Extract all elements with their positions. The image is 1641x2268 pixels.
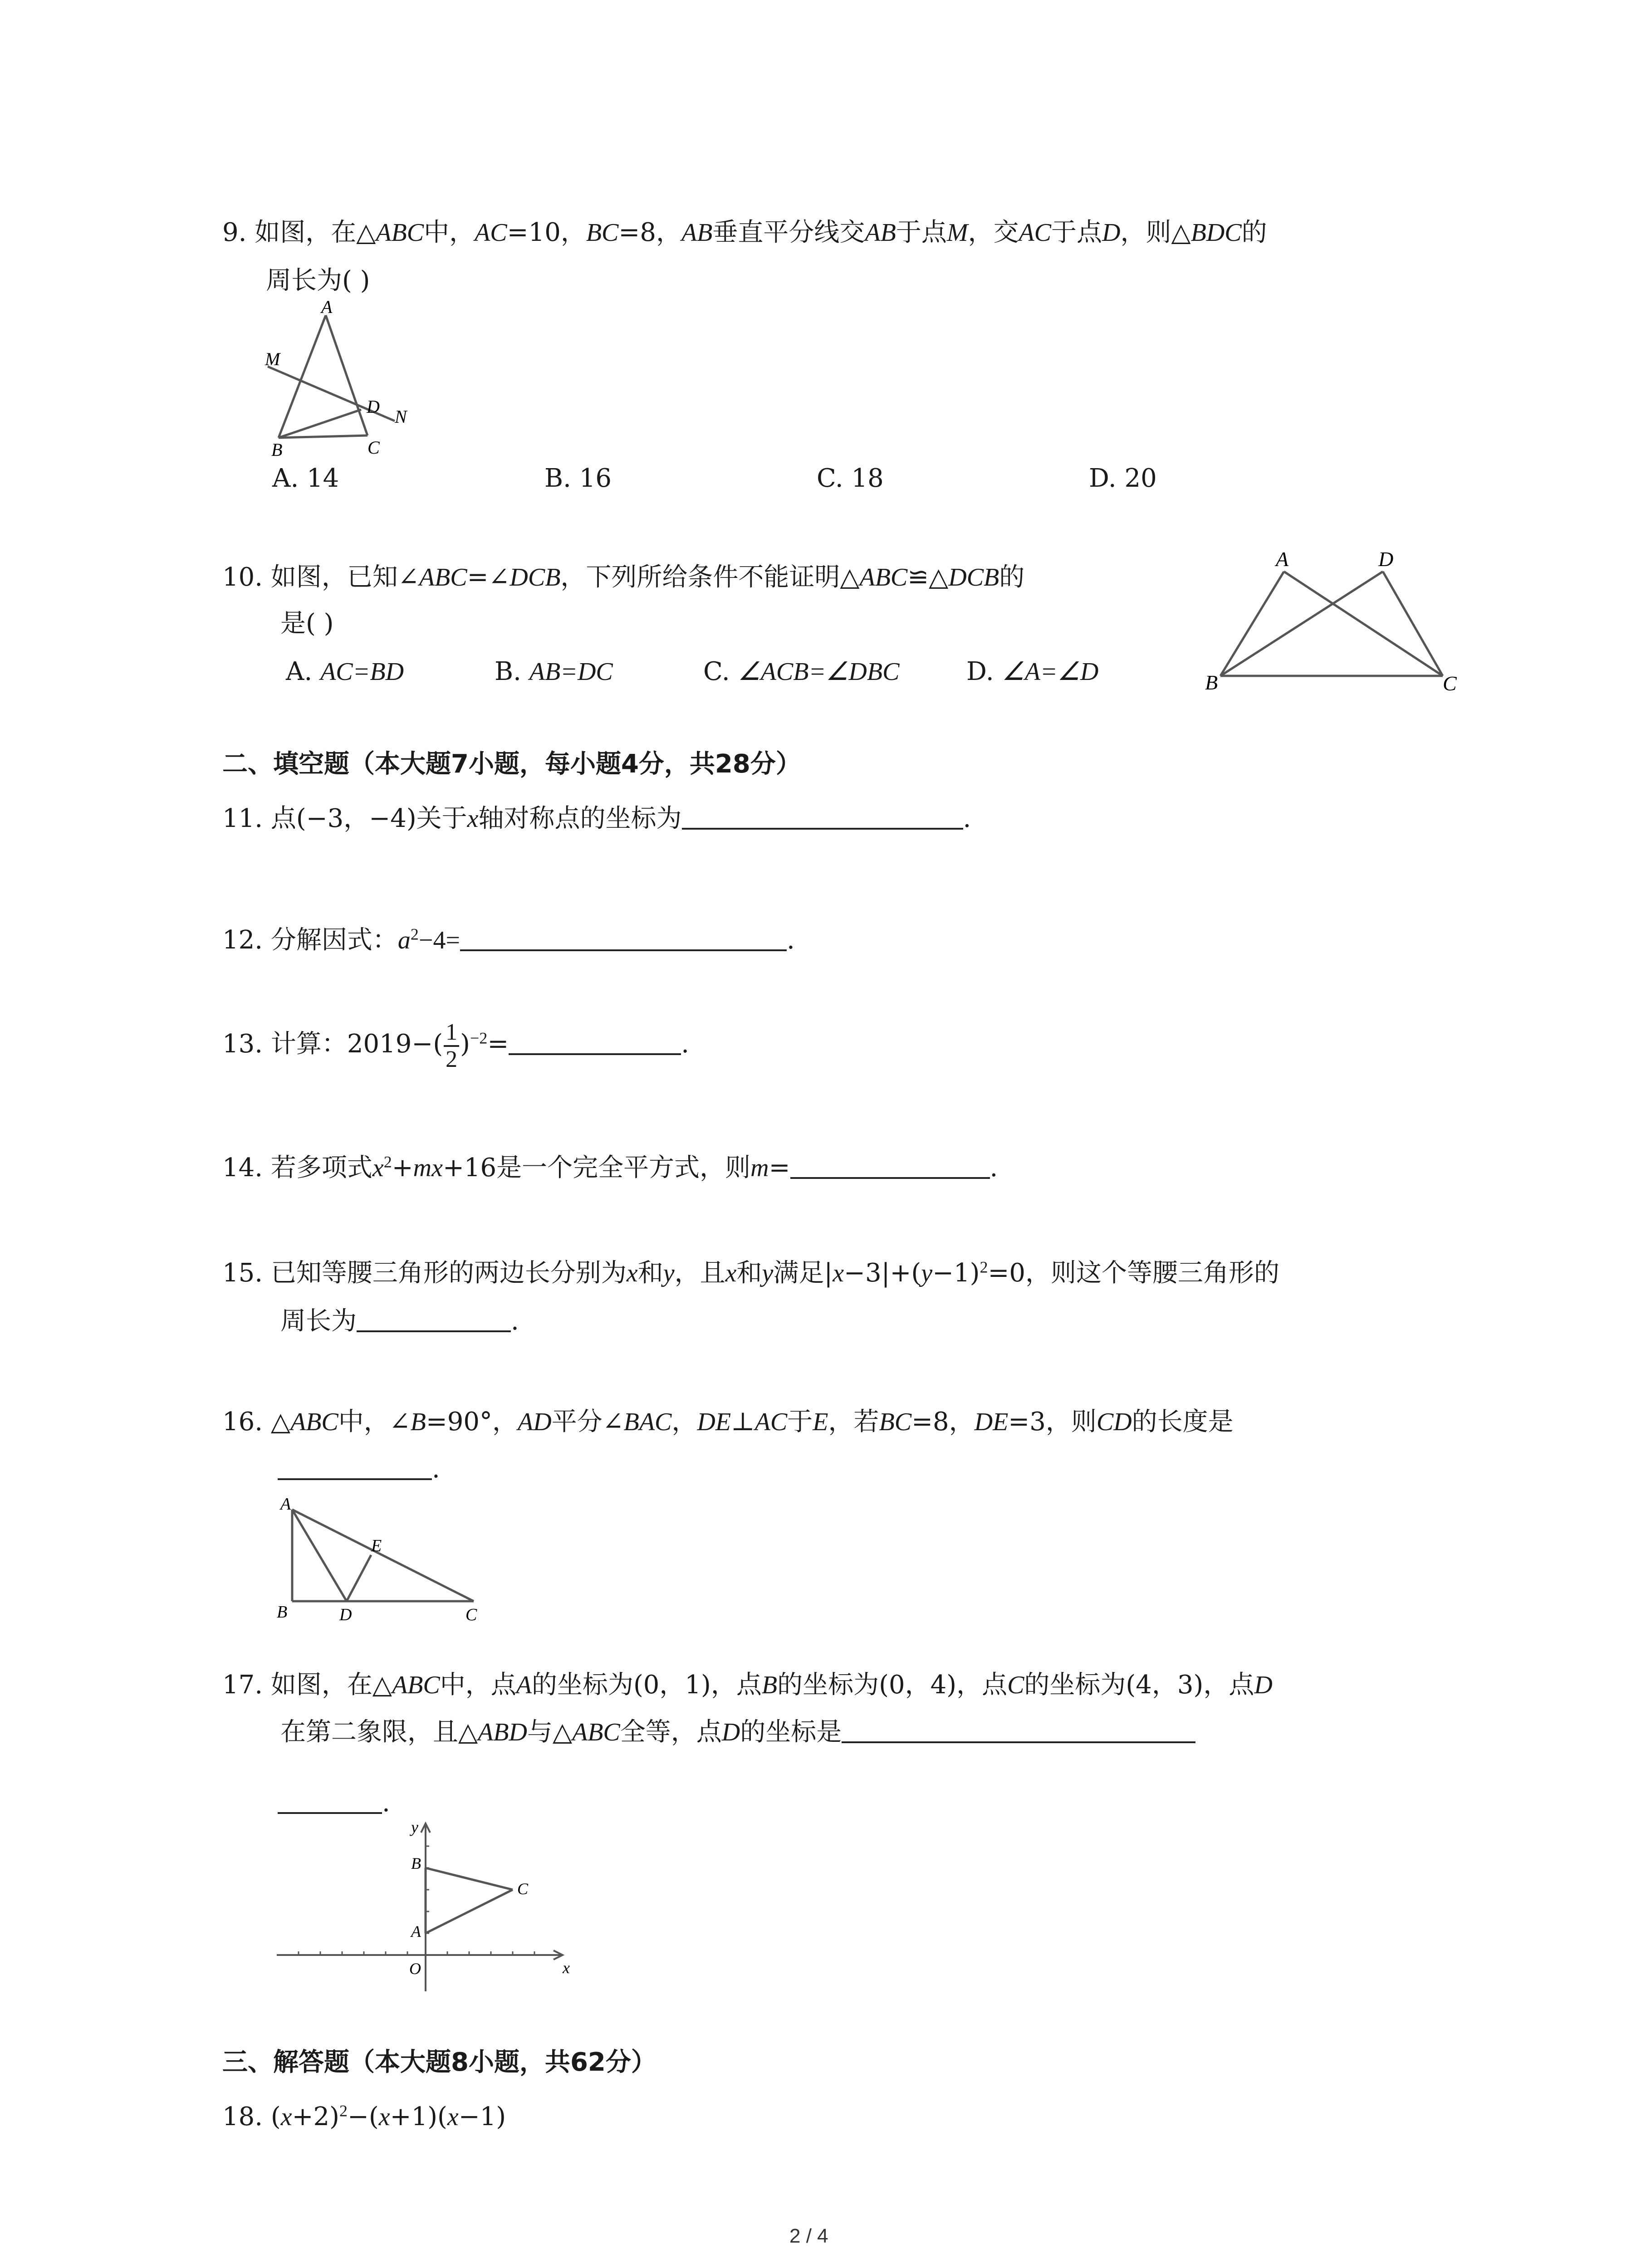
q13-answer-blank[interactable]	[509, 1030, 681, 1055]
svg-text:E: E	[371, 1536, 382, 1555]
q17-line2: 在第二象限，且△ABD与△ABC全等，点D的坐标是	[280, 1716, 1195, 1748]
q10-option-d: D. ∠A=∠D	[966, 657, 1099, 686]
q13: 13. 计算：2019−( $\frac{1}{2}$ )$^{-2}$= .	[222, 1019, 690, 1072]
svg-text:B: B	[411, 1854, 421, 1872]
svg-text:A: A	[321, 299, 333, 317]
section-2-heading: 二、填空题（本大题7小题，每小题4分，共28分）	[222, 749, 801, 779]
svg-text:C: C	[1443, 672, 1457, 695]
section-3-heading: 三、解答题（本大题8小题，共62分）	[222, 2048, 656, 2077]
svg-text:D: D	[339, 1605, 352, 1624]
q11-answer-blank[interactable]	[682, 804, 963, 830]
svg-text:x: x	[563, 1959, 570, 1977]
q11: 11. 点(−3，−4)关于x轴对称点的坐标为 .	[222, 804, 971, 833]
q10-figure	[1189, 544, 1461, 708]
q9-line1: 9. 如图，在△ABC中，AC=10，BC=8，AB垂直平分线交AB于点M，交AC于点D，则△BDC的	[222, 218, 1267, 247]
q17-answer-blank-1[interactable]	[842, 1718, 1195, 1743]
q16-line2: .	[278, 1453, 440, 1485]
q18: 18. $(x+2)^2-(x+1)(x-1)$	[222, 2102, 506, 2131]
q9-figure	[259, 299, 422, 458]
q14: 14. 若多项式$x^2+mx+16$是一个完全平方式，则m= .	[222, 1153, 998, 1183]
q9-option-b: B. 16	[544, 464, 612, 493]
q9-option-a: A. 14	[272, 464, 339, 493]
svg-text:A: A	[1276, 547, 1289, 571]
q10-option-c: C. ∠ACB=∠DBC	[703, 657, 900, 686]
q13-fraction: $\frac{1}{2}$	[444, 1020, 459, 1072]
q10-line2: 是( )	[280, 609, 334, 638]
q9-option-c: C. 18	[817, 464, 884, 493]
q17-line3: .	[278, 1787, 390, 1819]
q10-option-b: B. AB=DC	[495, 657, 613, 686]
svg-text:O: O	[409, 1960, 421, 1978]
q15-line2: 周长为 .	[280, 1306, 519, 1336]
page-number: 2 / 4	[789, 2225, 828, 2247]
q16-answer-blank[interactable]	[278, 1455, 432, 1480]
svg-text:C: C	[517, 1880, 529, 1898]
q10-line1: 10. 如图，已知∠ABC=∠DCB，下列所给条件不能证明△ABC≌△DCB的	[222, 562, 1025, 592]
q14-answer-blank[interactable]	[790, 1154, 990, 1179]
q16-figure	[270, 1488, 506, 1624]
svg-text:y: y	[411, 1818, 418, 1836]
svg-text:D: D	[1378, 547, 1394, 571]
svg-text:B: B	[1205, 671, 1218, 694]
svg-text:B: B	[271, 440, 283, 458]
q9-option-d: D. 20	[1089, 464, 1157, 493]
svg-text:M: M	[265, 349, 280, 369]
q9-line2: 周长为( )	[266, 266, 370, 295]
q17-line1: 17. 如图，在△ABC中，点A的坐标为(0，1)，点B的坐标为(0，4)，点C的坐标为(4，3)，点D	[222, 1670, 1273, 1700]
svg-text:C: C	[465, 1605, 477, 1624]
svg-text:D: D	[367, 396, 380, 417]
q10-option-a: A. AC=BD	[286, 657, 404, 686]
q17-figure	[272, 1810, 590, 2000]
q15-line1: 15. 已知等腰三角形的两边长分别为x和y，且x和y满足$|x-3|+(y-1)^2=0$，则这个等腰三角形的	[222, 1258, 1280, 1288]
svg-text:A: A	[280, 1495, 291, 1514]
svg-text:B: B	[277, 1603, 288, 1622]
q16-line1: 16. △ABC中，∠B=90°，AD平分∠BAC，DE⊥AC于E，若BC=8，DE=3，则CD的长度是	[222, 1407, 1234, 1437]
svg-text:N: N	[395, 406, 407, 427]
svg-text:A: A	[411, 1922, 421, 1941]
q12: 12. 分解因式：$a^2-4=$ .	[222, 925, 795, 955]
q15-answer-blank[interactable]	[357, 1307, 511, 1332]
svg-text:C: C	[367, 437, 380, 458]
q12-answer-blank[interactable]	[460, 926, 787, 951]
